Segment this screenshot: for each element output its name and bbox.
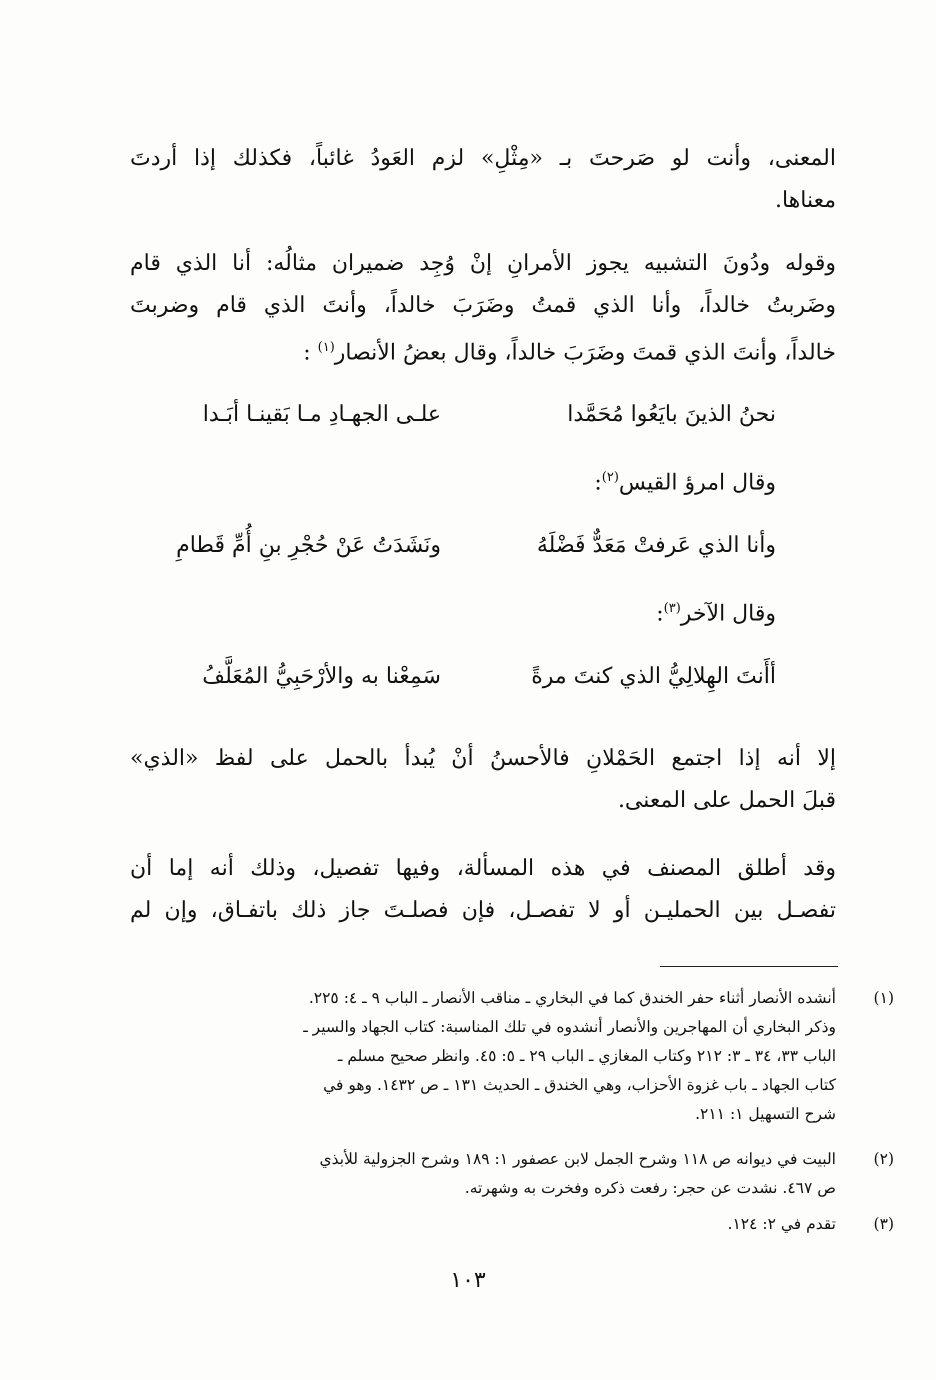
footnote-line: وذكر البخاري أن المهاجرين والأنصار أنشدوه في تلك المناسبة: كتاب الجهاد والسير ـ xyxy=(303,1018,836,1036)
footnote-line: شرح التسهيل ١: ٢١١. xyxy=(695,1105,836,1123)
verse-hemistich-first: نحنُ الذينَ بايَعُوا مُحَمَّدا xyxy=(567,402,776,427)
text-line: المعنى، وأنت لو صَرحتَ بـ «مِثْلِ» لزم العَودُ غائباً، فكذلك إذا أردتَ xyxy=(130,146,836,171)
footnote-line: الباب ٣٣، ٣٤ ـ ٣: ٢١٢ وكتاب المغازي ـ الباب ٢٩ ـ ٥: ٤٥. وانظر صحيح مسلم ـ xyxy=(337,1047,836,1065)
text-line: تفصـل بين الحمليـن أو لا تفصـل، فإن فصلـتَ جاز ذلك باتفـاق، وإن لم xyxy=(130,898,836,923)
text-line: قبلَ الحمل على المعنى. xyxy=(617,788,836,813)
footnote-2 xyxy=(136,1145,894,1203)
text-line-content: خالداً، وأنتَ الذي قمتَ وضَرَبَ خالداً، وقال بعضُ الأنصار xyxy=(334,340,836,366)
verse-intro-text: وقال الآخر xyxy=(680,601,776,627)
text-line: خالداً، وأنتَ الذي قمتَ وضَرَبَ خالداً، وقال بعضُ الأنصار$^{(١)}$ : xyxy=(303,340,836,366)
footnote-number: (٣) xyxy=(873,1215,894,1233)
footnote-separator xyxy=(660,966,838,967)
footnote-marker: (١) xyxy=(317,340,335,355)
footnote-1 xyxy=(136,984,894,1129)
verse-hemistich-second: ونَشَدَتُ عَنْ حُجْرِ بنِ أُمِّ قَطامِ xyxy=(176,533,441,558)
footnote-number: (٢) xyxy=(873,1150,894,1168)
verse-hemistich-second: سَمِعْنا به والأرْحَبِيُّ المُعَلَّفُ xyxy=(202,664,441,689)
verse-1 xyxy=(136,402,776,442)
verse-hemistich-second: علـى الجهـادِ مـا بَقينـا أبَـدا xyxy=(202,402,441,427)
verse-intro-colon: : xyxy=(656,601,664,627)
footnote-number: (١) xyxy=(873,989,894,1007)
footnote-line: أنشده الأنصار أثناء حفر الخندق كما في البخاري ـ مناقب الأنصار ـ الباب ٩ ـ ٤: ٢٢٥. xyxy=(308,989,836,1007)
paragraph-2 xyxy=(130,243,836,374)
verse-3 xyxy=(136,664,776,704)
verse-intro-2 xyxy=(594,470,776,495)
text-line: وضَربتُ خالداً، وأنا الذي قمتُ وضَرَبَ خالداً، وأنتَ الذي قام وضربتَ xyxy=(130,293,836,318)
verse-intro-3 xyxy=(656,601,776,626)
footnote-line: البيت في ديوانه ص ١١٨ وشرح الجمل لابن عصفور ١: ١٨٩ وشرح الجزولية للأبذي xyxy=(319,1150,836,1168)
footnote-marker: (٢) xyxy=(601,470,619,485)
paragraph-4 xyxy=(130,848,836,932)
paragraph-1 xyxy=(130,138,836,222)
text-line: معناها. xyxy=(774,188,836,213)
text-line: إلا أنه إذا اجتمع الحَمْلانِ فالأحسنُ أنْ يُبدأ بالحمل على لفظ «الذي» xyxy=(130,746,837,771)
footnote-line: ص ٤٦٧. نشدت عن حجر: رفعت ذكره وفخرت به وشهرته. xyxy=(464,1179,836,1197)
verse-intro-colon: : xyxy=(594,470,602,496)
verse-hemistich-first: أأَنتَ الهِلالِيُّ الذي كنتَ مرةً xyxy=(531,664,776,689)
text-line: وقد أطلق المصنف في هذه المسألة، وفيها تفصيل، وذلك أنه إما أن xyxy=(130,856,836,881)
verse-2 xyxy=(136,533,776,573)
page-number: ١٠٣ xyxy=(450,1268,486,1293)
verse-hemistich-first: وأنا الذي عَرفتْ مَعَدٌّ فَضْلَهُ xyxy=(536,533,776,558)
footnote-line: كتاب الجهاد ـ باب غزوة الأحزاب، وهي الخندق ـ الحديث ١٣١ ـ ص ١٤٣٢. وهو في xyxy=(323,1076,836,1094)
verse-intro-text: وقال امرؤ القيس xyxy=(618,470,776,496)
footnote-3 xyxy=(136,1210,894,1239)
text-line: وقوله ودُونَ التشبيه يجوز الأمرانِ إنْ وُجِد ضميران مثالُه: أنا الذي قام xyxy=(130,251,836,276)
paragraph-3 xyxy=(130,738,836,822)
footnote-line: تقدم في ٢: ١٢٤. xyxy=(727,1215,836,1233)
footnote-marker: (٣) xyxy=(663,601,681,616)
